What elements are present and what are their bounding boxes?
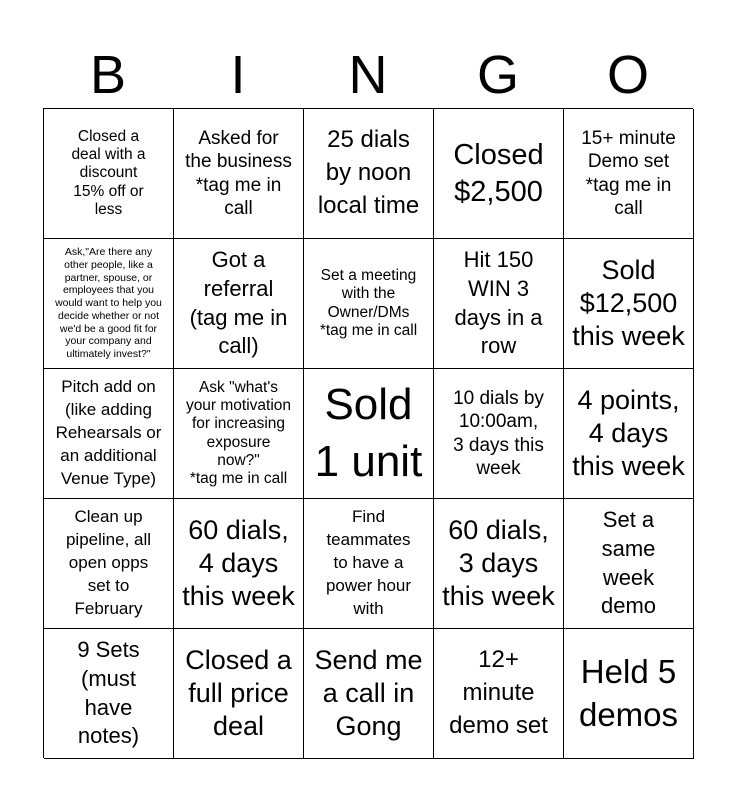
- header-letter-g: G: [476, 45, 519, 105]
- bingo-header: [43, 42, 693, 108]
- bingo-cell[interactable]: 4 points, 4 days this week: [564, 369, 694, 499]
- bingo-cell[interactable]: Clean up pipeline, all open opps set to February: [44, 499, 174, 629]
- bingo-cell[interactable]: Held 5 demos: [564, 629, 694, 759]
- bingo-cell[interactable]: Got a referral (tag me in call): [174, 239, 304, 369]
- header-letter-o: O: [606, 45, 649, 105]
- bingo-cell[interactable]: Closed a full price deal: [174, 629, 304, 759]
- bingo-cell[interactable]: 15+ minute Demo set *tag me in call: [564, 109, 694, 239]
- bingo-cell[interactable]: Closed $2,500: [434, 109, 564, 239]
- bingo-cell[interactable]: 12+ minute demo set: [434, 629, 564, 759]
- bingo-cell[interactable]: 60 dials, 3 days this week: [434, 499, 564, 629]
- bingo-cell[interactable]: Hit 150 WIN 3 days in a row: [434, 239, 564, 369]
- bingo-cell[interactable]: Find teammates to have a power hour with: [304, 499, 434, 629]
- header-letter-n: N: [348, 45, 388, 105]
- bingo-cell[interactable]: Ask "what's your motivation for increasing exposure now?" *tag me in call: [174, 369, 304, 499]
- bingo-cell[interactable]: 9 Sets (must have notes): [44, 629, 174, 759]
- header-letter-b: B: [89, 45, 127, 105]
- bingo-cell[interactable]: Asked for the business *tag me in call: [174, 109, 304, 239]
- header-letter-i: I: [230, 45, 246, 105]
- bingo-cell[interactable]: Pitch add on (like adding Rehearsals or an additional Venue Type): [44, 369, 174, 499]
- bingo-cell[interactable]: Ask,"Are there any other people, like a partner, spouse, or employees that you would want to help you decide whether or not we'd be a good fit for your company and ultimately invest?": [44, 239, 174, 369]
- bingo-grid: [43, 108, 693, 758]
- bingo-cell[interactable]: Closed a deal with a discount 15% off or less: [44, 109, 174, 239]
- bingo-cell[interactable]: 10 dials by 10:00am, 3 days this week: [434, 369, 564, 499]
- bingo-cell[interactable]: Send me a call in Gong: [304, 629, 434, 759]
- bingo-cell[interactable]: 25 dials by noon local time: [304, 109, 434, 239]
- bingo-cell[interactable]: Set a same week demo: [564, 499, 694, 629]
- bingo-cell[interactable]: Sold $12,500 this week: [564, 239, 694, 369]
- bingo-cell[interactable]: Set a meeting with the Owner/DMs *tag me in call: [304, 239, 434, 369]
- bingo-cell[interactable]: 60 dials, 4 days this week: [174, 499, 304, 629]
- bingo-cell-free[interactable]: Sold 1 unit: [304, 369, 434, 499]
